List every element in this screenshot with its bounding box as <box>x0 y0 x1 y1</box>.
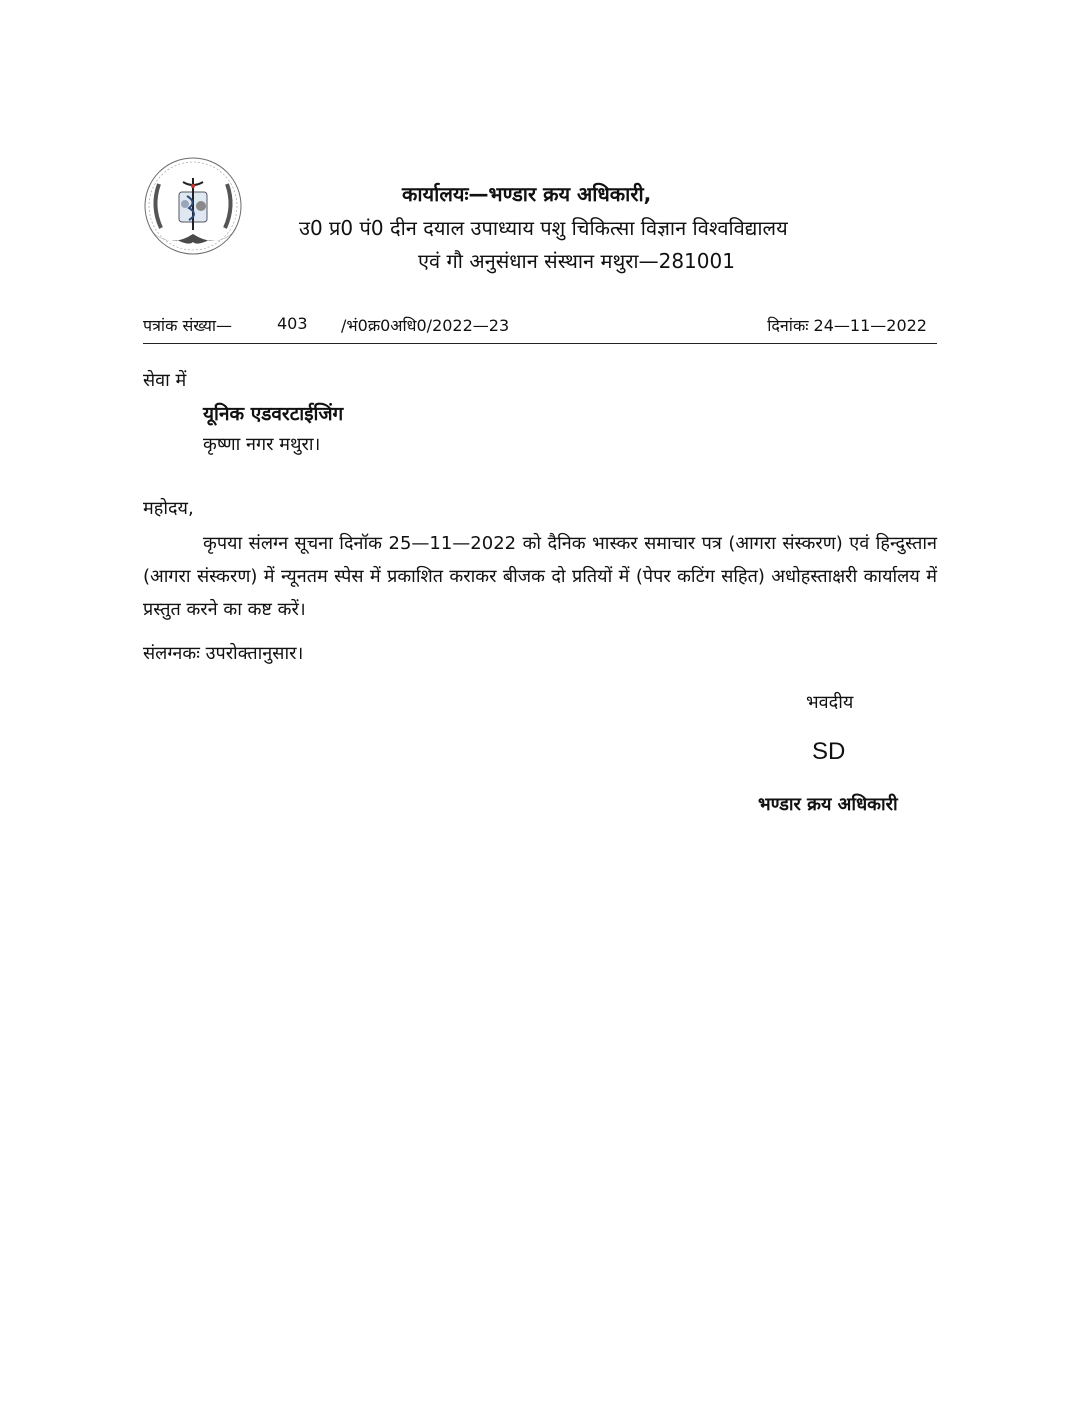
body-paragraph: कृपया संलग्न सूचना दिनॉक 25—11—2022 को दैनिक भास्कर समाचार पत्र (आगरा संस्करण) एवं हिन्दुस्तान (आगरा संस्करण) में न्यूनतम स्पेस में प्रकाशित कराकर बीजक दो प्रतियों में (पेपर कटिंग सहित) अधोहस्ताक्षरी कार्यालय में प्रस्तुत करने का कष्ट करें। <box>143 533 937 620</box>
letter-date: दिनांकः 24—11—2022 <box>767 316 927 335</box>
institute-name: एवं गौ अनुसंधान संस्थान मथुरा—281001 <box>418 249 735 273</box>
signature: SD <box>812 738 846 765</box>
reference-number: 403 <box>277 314 308 333</box>
greeting: महोदय, <box>143 498 194 519</box>
reference-label: पत्रांक संख्या— <box>143 316 233 335</box>
university-name: उ0 प्र0 पं0 दीन दयाल उपाध्याय पशु चिकित्सा विज्ञान विश्वविद्यालय <box>299 216 788 240</box>
university-logo <box>137 156 249 262</box>
recipient-address: कृष्णा नगर मथुरा। <box>203 434 321 455</box>
reference-line <box>143 314 937 340</box>
signatory-designation: भण्डार क्रय अधिकारी <box>758 794 898 815</box>
enclosure-note: संलग्नकः उपरोक्तानुसार। <box>143 643 304 664</box>
salutation: सेवा में <box>143 370 187 391</box>
recipient-name: यूनिक एडवरटाईजिंग <box>203 403 344 425</box>
reference-code: /भं0क्र0अधि0/2022—23 <box>341 316 510 335</box>
office-title: कार्यालयः—भण्डार क्रय अधिकारी, <box>402 182 652 206</box>
header-divider <box>143 343 937 344</box>
closing: भवदीय <box>806 692 854 713</box>
university-seal-icon <box>137 156 249 262</box>
